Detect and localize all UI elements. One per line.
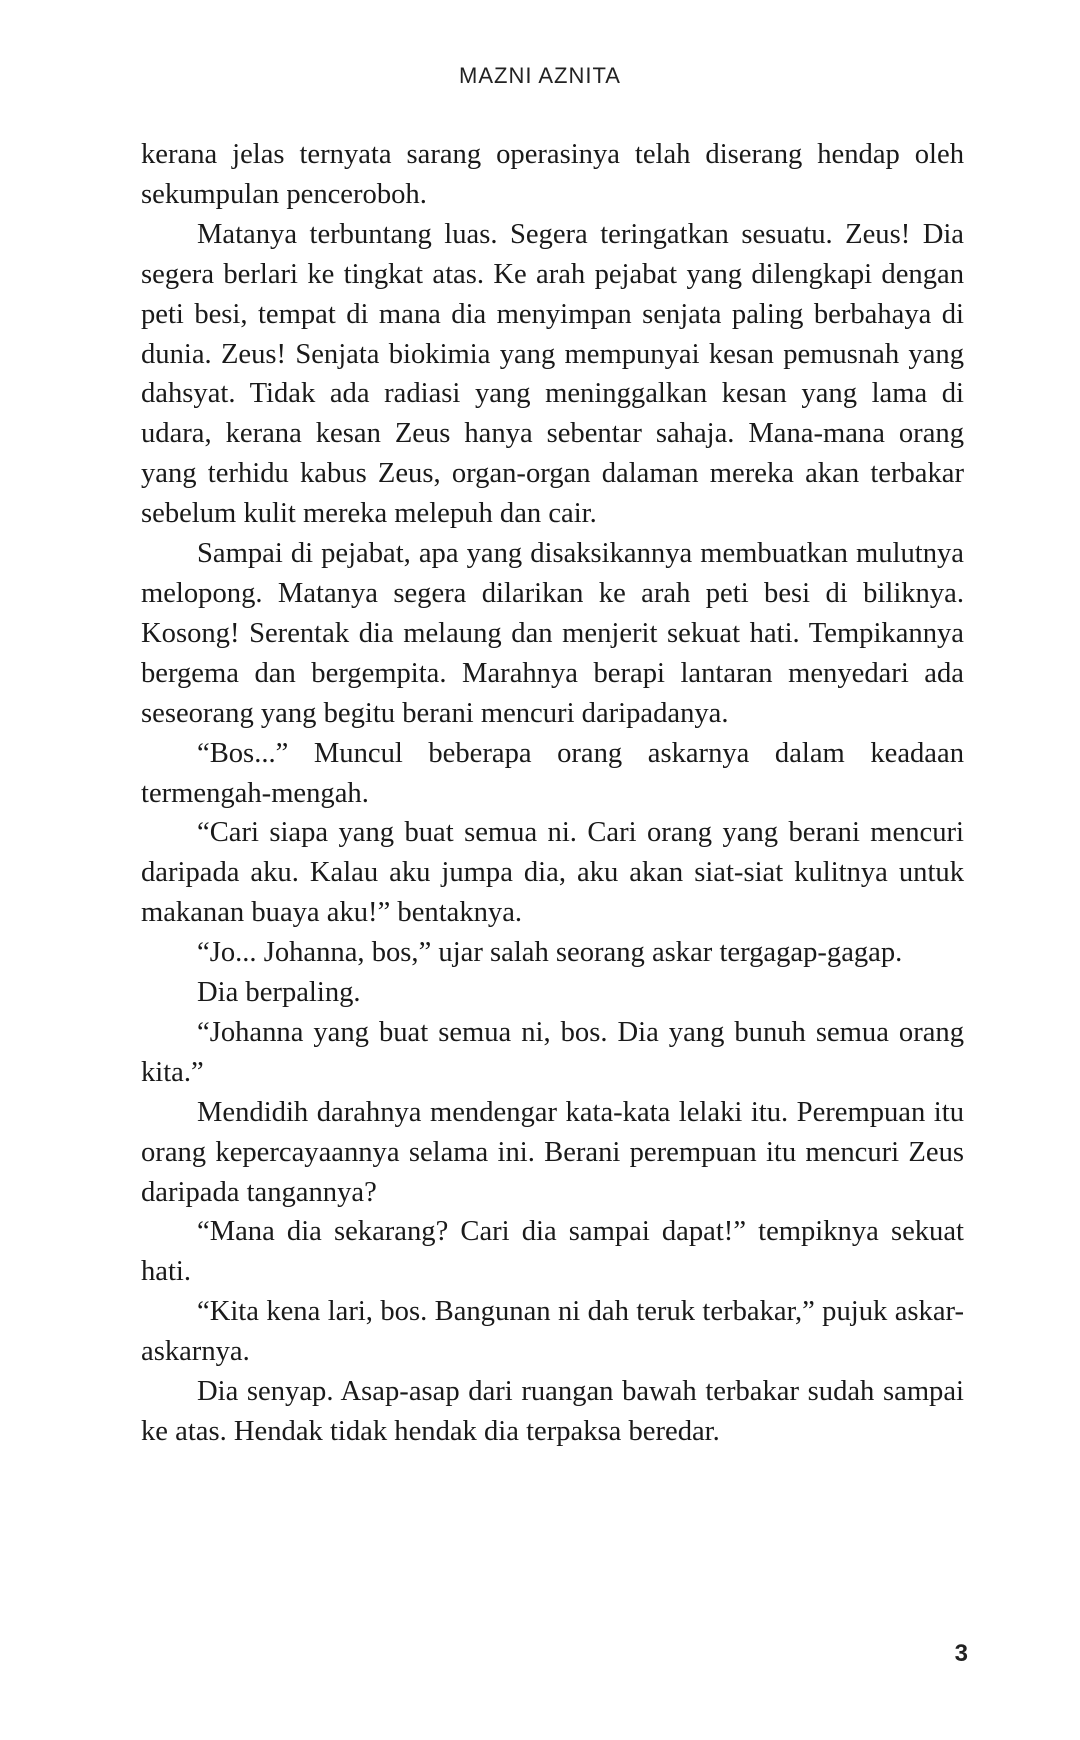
paragraph: “Jo... Johanna, bos,” ujar salah seorang askar tergagap-gagap. [197, 937, 903, 969]
paragraph: “Johanna yang buat semua ni, bos. Dia yang bunuh semua orang kita.” [141, 1016, 964, 1088]
paragraph: Dia senyap. Asap-asap dari ruangan bawah terbakar sudah sampai ke atas. Hendak tidak hendak dia terpaksa beredar. [141, 1376, 964, 1447]
paragraph: “Bos...” Muncul beberapa orang askarnya dalam keadaan termengah-mengah. [141, 737, 964, 809]
running-header-author: MAZNI AZNITA [459, 63, 621, 88]
paragraph: Matanya terbuntang luas. Segera teringatkan sesuatu. Zeus! Dia segera berlari ke tingkat atas. Ke arah pejabat yang dilengkapi dengan peti besi, tempat di mana dia menyimpan senjata paling berbahaya di dunia. Zeus! Senjata biokimia yang mempunyai kesan pemusnah yang dahsyat. Tidak ada radiasi yang meninggalkan kesan yang lama di udara, kerana kesan Zeus hanya sebentar sahaja. Mana-mana orang yang terhidu kabus Zeus, organ-organ dalaman mereka akan terbakar sebelum kulit mereka melepuh dan cair. [141, 218, 964, 530]
paragraph: Sampai di pejabat, apa yang disaksikannya membuatkan mulutnya melopong. Matanya segera dilarikan ke arah peti besi di biliknya. Kosong! Serentak dia melaung dan menjerit sekuat hati. Tempikannya bergema dan bergempita. Marahnya berapi lantaran menyedari ada seseorang yang begitu berani mencuri daripadanya. [141, 538, 964, 729]
paragraph: “Mana dia sekarang? Cari dia sampai dapat!” tempiknya sekuat hati. [141, 1216, 964, 1288]
paragraph: “Cari siapa yang buat semua ni. Cari orang yang berani mencuri daripada aku. Kalau aku jumpa dia, aku akan siat-siat kulitnya untuk makanan buaya aku!” bentaknya. [141, 817, 964, 929]
page-number: 3 [954, 1640, 968, 1667]
paragraph: Dia berpaling. [197, 977, 361, 1009]
paragraph: kerana jelas ternyata sarang operasinya telah diserang hendap oleh sekumpulan penceroboh. [141, 139, 964, 210]
paragraph: Mendidih darahnya mendengar kata-kata lelaki itu. Perempuan itu orang kepercayaannya selama ini. Berani perempuan itu mencuri Zeus daripada tangannya? [141, 1096, 964, 1208]
paragraph: “Kita kena lari, bos. Bangunan ni dah teruk terbakar,” pujuk askar-askarnya. [141, 1296, 964, 1368]
body-text [141, 135, 964, 1452]
